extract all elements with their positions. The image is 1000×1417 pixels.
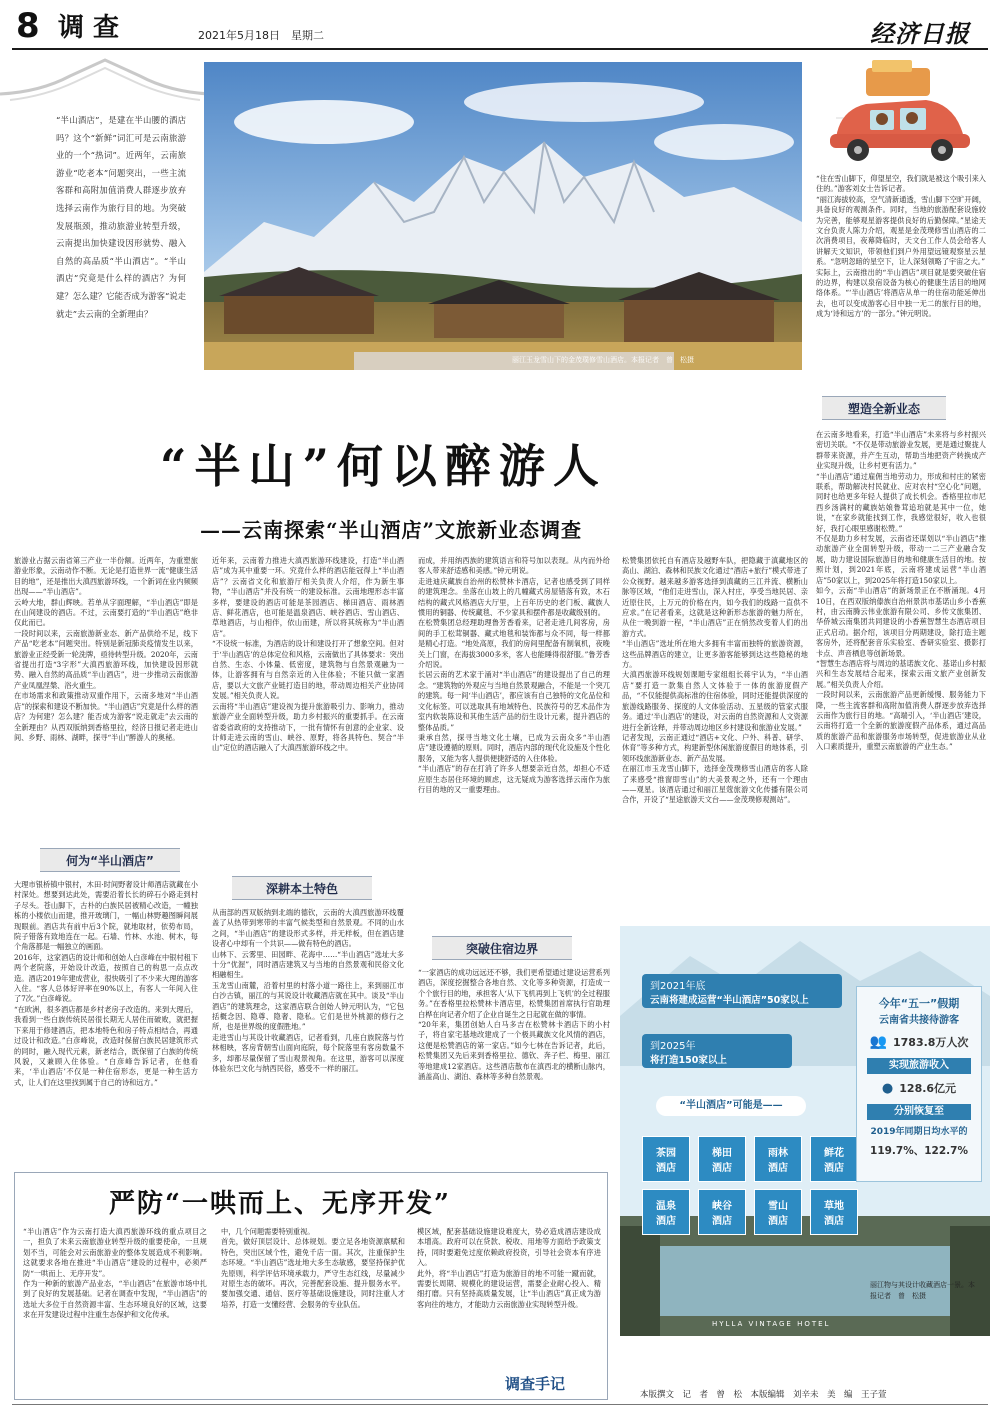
commentary-col-1: “半山酒店”作为云南打造大滇西旅游环线的重点项目之一，担负了未来云南旅游业转型升级的重要使命，一旦规划不当，可能会对云南旅游业的整体发展造成不利影响。这就要求各地在推进“半山酒店”建设的过程中，必须严防“一哄而上、无序开发”。 作为一种新的旅游产品业态，“半山酒店”在旅游市场中扎到了良好的发展基础。记者在调查中发现，“半山酒店”的选址大多位于自然资源丰富、生态环境良好的区域，这要求在开发建设过程中注重生态保护和文化传承。 xyxy=(23,1227,207,1320)
visitors-value: 1783.8万人次 xyxy=(892,1036,969,1049)
subhead-shape-new: 塑造全新业态 xyxy=(822,396,946,420)
people-icon: 👥 xyxy=(869,1034,887,1050)
subhead-break-boundary: 突破住宿边界 xyxy=(432,936,572,960)
visitors-row xyxy=(857,1034,981,1050)
commentary-box xyxy=(14,1172,608,1400)
article-column-3a: 而成，并用纳西族的建筑语言和符号加以表现。从内而外给客人带来舒适感和美感。”钟元明说。 走进迪庆藏族自治州的松赞林卡酒店，记者也感受到了同样的建筑理念。坐落在山坡上的几幢藏式房屋错落有致，木石结构的藏式风格酒店大厅里，上百年历史的老门板、藏族人惯用的铜器、传统藏毯、不少家具和摆件都是收藏级别的。 在松赞集团总经理助理鲁芳香看来，记者走进几间客房，房间的手工松茸铜器、藏式地毯和装饰都与众不同，每一样都是精心打造。“地处高原，我们的房间里配备有制氧机，夜晚关上门窗，在海拔3000多米，客人也能睡得很舒服。”鲁芳香介绍说。 长居云南的艺术家于涌对“半山酒店”的建设提出了自己的理念。“建筑物的外观应与当地自然景观融合，不能是一个突兀的建筑。每一间‘半山酒店’，都应该有自己独特的文化品位和文化标签。可以选取具有地域特色、民族符号的艺术品作为室内软装陈设和其他生活产品的衍生设计元素，提升酒店的整体品质。” 秉承自然，探寻当地文化土壤，已成为云南众多“半山酒店”建设遵循的原则。同时，酒店内部的现代化设施及个性化服务，又能为客人提供便捷舒适的入住体验。 “半山酒店”的存在打消了许多人想要亲近自然，却担心不适应原生态居住环境的顾虑，这无疑成为游客选择云南作为旅行目的地的又一重要理由。 xyxy=(418,556,610,794)
holiday-stats-box xyxy=(856,986,982,1182)
article-column-1b: 大理市银桥镇中银村，木田·时间野奢设计师酒店就藏在小村深处。想要到达此处，需要沿着长长的碎石小路走到村子尽头。苍山脚下，古朴的白族民居被精心改造，一幢独栋的小楼依山而建，推开玻璃门，一幅山林野趣图瞬间展现眼前。酒店共有前中后3个院，就地取材，依势布局，院子错落有致地连在一起。石墙、竹林、水池、树木，每个角落都是一幅独立的画面。 2016年，这家酒店的设计师和创始人白彦峰在中银村租下两个老院落，开始设计改造，按照自己的构思一点点改造。酒店2019年建成营业，很快吸引了不少来大理的游客入住。“客人总体好评率在90%以上，有客人一年间入住了7次。”白彦峰说。 “在欧洲，很多酒店都是乡村老房子改造的。来到大理后，我看到一些白族传统民居很长期无人居住而破败，就把握下来用于修建酒店，把本地特色和房子特点相结合，再通过设计和改造。”白彦峰说，改造时保留白族民居建筑形式的同时，融入现代元素，新老结合，既保留了白族的传统风貌，又兼顾入住体验。“白彦峰告诉记者，在他看来，‘半山酒店’不仅是一种住宿形态，更是一种生活方式，让人们在这里找到属于自己的诗和远方。” xyxy=(14,880,198,1087)
recovery-subtitle: 2019年同期日均水平的 xyxy=(870,1127,968,1137)
infographic-panel xyxy=(620,926,990,1336)
footer-credits: 本版撰文 记 者 曾 松 本版编辑 刘辛未 美 编 王子萱 xyxy=(640,1390,887,1400)
article-column-5b: 在云南多地看来，打造“半山酒店”未来将与乡村振兴密切关联。“不仅是带动旅游业发展，更是通过聚拢人群带来资源，并产生互动，帮助当地把资产转换成产业实现升级，让乡村更有活力。” “半山酒店”通过雇佣当地劳动力，形成和村庄的紧密联系，帮助解决村民就业、应对农村“空心化”问题，同时也给更多年轻人提供了成长机会。香格里拉市尼西乡汤满村的藏族姑娘鲁茸追珀就是其中一位，她说，“在家乡就能找到工作，我感觉很好，收入也很好，我打心眼里感谢松赞。” 不仅是助力乡村发展，云南省还谋划以“半山酒店”推动旅游产业全面转型升级，带动一二三产业融合发展，助力建设国际旅游目的地和健康生活目的地。按照计划，到2021年底，云南将建成运营“半山酒店”50家以上，到2025年将打造150家以上。 如今，云南“半山酒店”的新场景正在不断涌现。4月10日，在西双版纳傣族自治州景洪市基诺山乡小香蕉村，由云南腾云伟业旅游有限公司、乡传文旅集团、华侨城云南集团共同建设的小香蕉智慧生态酒店项目正式启动。据介绍，该项目分两期建设，除打造主题客房外，还将配套音乐实验室、香研实验室、摄影打卡点、声音栖息等创新场景。 “智慧生态酒店将与周边的基诺族文化、基诺山乡村振兴和生态发展结合起来，探索云南文旅产业创新发展。”相关负责人介绍。 一段时间以来，云南旅游产品更新缓慢、服务能力下降，一些主流客群和高附加值消费人群逐步放弃选择云南作为旅行目的地。“高端引入，‘半山酒店’建设，云南将打造一个全新的旅游度假产品体系，通过高品质的旅游产品和旅游服务市场转型，促进旅游业从业入口素质提升，重塑云南旅游的产业生态。” xyxy=(816,430,986,752)
masthead-logo: 经济日报 xyxy=(870,19,970,48)
commentary-col-3: 模区域，配套基础设施建设难度大，势必造成酒店建设成本增高。政府可以在贷款、税收、用地等方面给予政策支持，同时要避免过度依赖政府投资，引导社会资本有序进入。 此外，将“半山酒店”打造为旅游目的地不可能一蹴而就，需要长周期、规模化的建设运营，需要企业耐心投入、精细打磨。只有坚持高质量发展，让“半山酒店”真正成为游客向往的地方，才能助力云南旅游业实现转型升级。 xyxy=(417,1227,601,1309)
holiday-subtitle: 云南省共接待游客 xyxy=(879,1015,959,1026)
hotel-type-hotspring: 温泉 酒店 xyxy=(642,1189,690,1235)
commentary-tag: 调查手记 xyxy=(505,1375,566,1393)
hotel-type-rainforest: 雨林 酒店 xyxy=(754,1136,802,1182)
hotel-type-snowmountain: 雪山 酒店 xyxy=(754,1189,802,1235)
article-column-2b: 从南部的西双版纳到北端的德钦，云南的大滇西旅游环线覆盖了从热带到寒带的丰富气候类型和自然景观。不同的山水之间，“半山酒店”的建设形式多样，并无样板，但在酒店建设者心中却有一个共识——做有特色的酒店。 山林下、云雾里、田园畔、花海中……“半山酒店”选址大多十分“优渥”，同时酒店建筑又与当地的自然景观和民俗文化相融相生。 玉龙雪山南麓，沿着村里的村落小道一路往上，来到丽江市白沙古镇，丽江的与其说设计收藏酒店就在其中。谈及“半山酒店”的建筑理念，这家酒店联合创始人钟元明认为，“它包括概念因、隐尊、隐奢、隐私。它们是世外桃源的修行之所，也是世界级的度假胜地。” 走进雪山与其设计收藏酒店，记者看到，几座白族院落与竹林相映，客房背朝雪山面向庭院，每个院落里有客房数量不多，却都尽量保留了雪山观景视角。在这里，游客可以深度体验东巴文化与纳西民俗，感受不一样的丽江。 xyxy=(212,908,404,1074)
main-headline: “半山”何以醉游人 xyxy=(160,439,607,493)
goal-2025-text: 将打造150家以上 xyxy=(650,1055,727,1066)
commentary-col-2: 中，几个问题需要特别重视。 首先，做好顶层设计、总体规划。要立足各地资源禀赋和特色，突出区域个性，避免千店一面。其次，注重保护生态环境。“半山酒店”选址地大多生态敏感，要坚持保护优先原则，科学评估环境承载力，严守生态红线，尽量减少对原生态的破坏。再次，完善配套设施、提升服务水平。要加强交通、通信、医疗等基础设施建设，同时注重人才培养，打造一支懂经营、会服务的专业队伍。 xyxy=(221,1227,405,1309)
section-name: 调 查 xyxy=(58,13,120,43)
roof-decoration xyxy=(0,56,210,106)
hotel-type-terrace: 梯田 酒店 xyxy=(698,1136,746,1182)
article-column-4a: 松赞集团依托自有酒店及越野车队，把隐藏于滇藏地区的高山、湖泊、森林和民族文化通过“酒店+旅行”模式带进了公众视野。越来越多游客选择到滇藏的三江并流、横断山脉等区域，“他们走进雪山，深入村庄，享受当地民居、亲近原住民，上万元的价格在内，如今我们的线路一直供不应求。”在记者看来，这就是这种新形态旅游的魅力所在，从住一晚到游一程，“半山酒店”正在悄然改变着人们的出游方式。 “半山酒店”选址所在地大多拥有丰富而独特的旅游资源，这些品牌酒店的建立，让更多游客能够到达这些隐秘的地方。 大滇西旅游环线规划课题专家组组长蒋宇认为，“半山酒店”要打造一款集自然人文体验于一体的旅游度假产品，“不仅能提供高标准的住宿体验，同时还能提供深度的旅游线路服务、探度的人文体验活动、五星级的管家式服务。通过‘半山酒店’的建设，对云南的自然资源和人文资源进行全新诠释，并带动周边地区乡村建设和旅游业发展。” 记者发现，云南正通过“酒店+文化、户外、科普、研学、休育”等多种方式，构建新型休闲旅游度假目的地体系，引领环线旅游新业态、新产品发展。 在丽江市玉龙雪山脚下，选择金茂璞修雪山酒店的客人除了来感受“推窗即雪山”的大美景观之外，还有一个理由——观星。该酒店通过和丽江星蔻旅游文化传播有限公司合作，开设了“星途旅游天文台——金茂璞修观测站”。 xyxy=(622,556,808,805)
goal-2025-badge xyxy=(642,1034,792,1068)
footer-rule xyxy=(12,1404,988,1405)
goal-2025-year: 到2025年 xyxy=(650,1041,696,1052)
hotel-type-flower: 鲜花 酒店 xyxy=(810,1136,858,1182)
holiday-title: 今年“五一”假期 xyxy=(878,997,960,1010)
article-column-5a: “住在雪山脚下，仰望星空，我们就是被这个吸引来入住的。”游客刘女士告诉记者。 “丽江海拔较高，空气清新通透，雪山脚下空旷开阔，具备良好的观测条件。同时，当地的旅游配套设施较为完善，能够观星游客提供良好的后勤保障。”星途天文台负责人陈力介绍，观星是金茂璞修雪山酒店的二次消费项目，夜幕降临时，天文台工作人员会给客人讲解天文知识，带领他们到户外用望远镜观察星云星系。“忽明忽暗的星空下，让人深刻领略了宇宙之大。” 实际上，云南推出的“半山酒店”项目就是要突破住宿的边界，构建以泉宿设备为核心的健康生活目的地网络体系。“‘半山酒店’将酒店从单一的住宿功能延伸出去，也可以变成游客心目中独一无二的旅行目的地，成为‘诗和远方’的一部分。”钟元明说。 xyxy=(816,174,986,319)
hotel-sign: HYLLA VINTAGE HOTEL xyxy=(712,1320,831,1328)
infographic-photo-caption: 丽江物与其设计收藏酒店一景。本报记者 曾 松摄 xyxy=(870,1281,975,1300)
issue-date: 2021年5月18日 星期二 xyxy=(198,29,324,42)
commentary-title: 严防“一哄而上、无序开发” xyxy=(109,1189,451,1219)
hotel-type-canyon: 峡谷 酒店 xyxy=(698,1189,746,1235)
article-column-1a: 旅游业占据云南省第三产业一半份额。近两年，为重塑旅游业形象，云南动作不断。无论是打造世界一流“健康生活目的地”，还是推出大滇西旅游环线，一个新词在业内频频出现——“半山酒店”。 云岭大地，群山辉映。若单从字面理解，“半山酒店”即是在山间建设的酒店。不过，云南要打造的“半山酒店”绝非仅此而已。 一段时间以来，云南旅游新业态、新产品供给不足，线下产品“吃老本”问题突出。特别是新冠肺炎疫情发生以来，旅游业正经受新一轮洗牌，亟待转型升级。2020年，云南省提出打造“3字形”大滇西旅游环线，加快建设因形就势、融入自然的高品质“半山酒店”，进一步推动云南旅游产业凤凰涅槃、浴火重生。 在市场需求和政策推动双重作用下，云南多地对“半山酒店”的探索和建设不断加快。“半山酒店”究竟是什么样的酒店？为何建？怎么建？能否成为游客“说走就走”去云南的全新理由？从西双版纳到香格里拉，经济日报记者走进山间、乡野、雨林、湖畔，探寻“半山”醉游人的奥秘。 xyxy=(14,556,198,742)
revenue-row xyxy=(857,1080,981,1096)
main-subheadline: ——云南探索“半山酒店”文旅新业态调查 xyxy=(200,518,583,542)
goal-2021-text: 云南将建成运营“半山酒店”50家以上 xyxy=(650,995,809,1006)
possible-types-label: “半山酒店”可能是—— xyxy=(656,1096,806,1116)
top-photo-snow-mountain xyxy=(204,62,802,370)
hotel-type-grid xyxy=(642,1136,862,1236)
recovery-label: 分别恢复至 xyxy=(867,1104,971,1120)
header-rule xyxy=(12,48,988,50)
coin-icon: ● xyxy=(881,1080,894,1096)
hotel-type-tea: 茶园 酒店 xyxy=(642,1136,690,1182)
goal-2021-badge xyxy=(642,974,842,1008)
article-column-2a: 近年来，云南着力推进大滇西旅游环线建设，打造“半山酒店”成为其中重要一环。究竟什么样的酒店能冠得上“半山酒店”？云南省文化和旅游厅相关负责人介绍，作为新生事物，“半山酒店”并没有统一的建设标准。云南地理形态丰富多样，要建设的酒店可能是茶园酒店、梯田酒店、雨林酒店、鲜花酒店，也可能是温泉酒店、峡谷酒店、雪山酒店、草地酒店，与山相伴，依山而建，所以将其统称为“半山酒店”。 “不设统一标准，为酒店的设计和建设打开了想象空间。但对于‘半山酒店’的总体定位和风格，云南做出了具体要求：突出自然、生态、小体量、低密度，建筑物与自然景观融为一体，让游客拥有与自然亲近的入住体验；不能只做一家酒店，要以大文旅产业链打造目的地，带动周边相关产业协同发展。”相关负责人说。 云南将“半山酒店”建设视为提升旅游吸引力、影响力，推动旅游产业全面转型升级，助力乡村振兴的重要抓手。在云南省委省政府的支持推动下，一批有情怀有创意的企业家、设计师走进云南的雪山、峡谷、原野，将各具特色、契合“半山”定位的酒店融入了大滇西旅游环线之中。 xyxy=(212,556,404,753)
car-illustration xyxy=(806,58,990,170)
recovery-percent: 119.7%、122.7% xyxy=(870,1145,968,1157)
intro-text: “半山酒店”，是建在半山腰的酒店吗？这个“新鲜”词汇可是云南旅游业的一个“热词”。近两年，云南旅游业“吃老本”问题突出，一些主流客群和高附加值消费人群逐步放弃选择云南作为旅行目的地。为突破发展瓶颈，推动旅游业转型升级，云南提出加快建设因形就势、融入自然的高品质“半山酒店”。“半山酒店”究竟是什么样的酒店？为何建？怎么建？它能否成为游客“说走就走”去云南的全新理由？ xyxy=(56,115,186,319)
subhead-what-is: 何为“半山酒店” xyxy=(40,848,180,872)
revenue-value: 128.6亿元 xyxy=(899,1082,957,1095)
subhead-deep-local: 深耕本土特色 xyxy=(232,876,372,900)
goal-2021-year: 到2021年底 xyxy=(650,981,706,992)
hotel-type-grassland: 草地 酒店 xyxy=(810,1189,858,1235)
page-number: 8 xyxy=(16,6,40,46)
article-column-3b: “一家酒店的成功远远还不够，我们更希望通过建设运营系列酒店，深度挖掘整合各地自然、文化等多种资源，打造成一个个旅行目的地，承担客人‘从下飞机再到上飞机’的全过程服务。”在香格里拉松赞林卡酒店里，松赞集团首席执行官助理白桦在向记者介绍了企业自诞生之日起就在做的事情。 “20年来，集团创始人白马多吉在松赞林卡酒店下的小村子，将自家宅基地改建成了一个极具藏族文化风情的酒店，这便是松赞酒店的第一家店。”如今七林在告诉记者，此后，松赞集团又先后来到香格里拉、德钦、奔子栏、梅里、丽江等地建成12家酒店。这些酒店散布在滇西北的横断山脉内，涵盖高山、湖泊、森林等多种自然景观。 xyxy=(418,968,610,1082)
top-photo-caption: 丽江玉龙雪山下的金茂璞修雪山酒店。本报记者 曾 松摄 xyxy=(512,356,694,364)
revenue-label: 实现旅游收入 xyxy=(867,1058,971,1074)
